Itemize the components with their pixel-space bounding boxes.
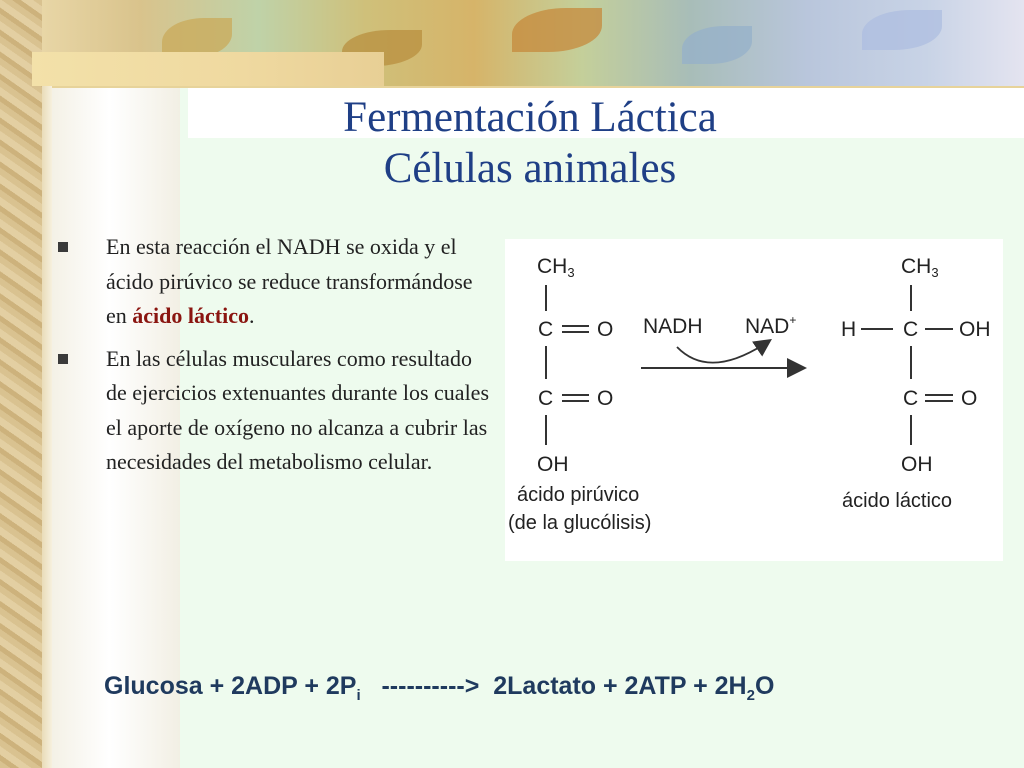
leaf-decoration [862,10,942,50]
header-accent-strip [32,52,384,86]
nad-label: NAD+ [745,313,797,338]
methyl-group: CH3 [901,255,939,280]
nadh-label: NADH [643,315,703,338]
reaction-diagram [505,239,1003,561]
square-bullet-icon [58,354,68,364]
bullet-text: En esta reacción el NADH se oxida y el ácido pirúvico se reduce transformándose en [106,234,473,328]
carbon-atom: C [538,318,554,341]
equation-products-end: O [754,672,775,700]
pyruvic-acid-label: ácido pirúvico [517,484,640,506]
oxygen-atom: O [597,387,614,410]
carbon-atom: C [903,387,919,410]
bullet-text-end: . [248,303,255,328]
hydroxyl-group: OH [537,453,569,476]
equation-products: 2Lactato + 2ATP + 2H [493,672,747,700]
cofactor-curved-arrow [677,341,769,363]
summary-equation [104,672,904,704]
bullet-item [58,342,498,480]
highlight-term: ácido láctico [132,303,249,328]
title-line-1: Fermentación Láctica [343,94,717,141]
lactic-acid-label: ácido láctico [842,490,953,512]
reaction-svg [505,239,1003,561]
leaf-decoration [682,26,752,64]
methyl-group: CH3 [537,255,575,280]
hydroxyl-group: OH [901,453,933,476]
hydroxyl-group: OH [959,318,991,341]
header-divider [52,86,1024,88]
border-shade [42,0,52,768]
leaf-decoration [512,8,602,52]
carbon-atom: C [903,318,919,341]
title-line-2: Células animales [383,145,677,192]
lactic-acid-structure [841,255,991,512]
pyruvic-acid-sublabel: (de la glucólisis) [508,512,652,534]
oxygen-atom: O [597,318,614,341]
textured-border-left [0,0,42,768]
equation-subscript: i [356,687,361,704]
pyruvic-acid-structure [508,255,651,534]
bullet-list [58,230,498,488]
bullet-text: En las células musculares como resultado de ejercicios extenuantes durante los cuales el aporte de oxígeno no alcanza a cubrir las necesidades del metabolismo celular. [106,345,490,474]
equation-reactants: Glucosa + 2ADP + 2P [104,672,357,700]
carbon-atom: C [538,387,554,410]
hydrogen-atom: H [841,318,857,341]
oxygen-atom: O [961,387,978,410]
bullet-item [58,230,498,334]
equation-subscript: 2 [746,687,755,704]
slide-title [200,92,860,194]
equation-arrow: ----------> [381,672,480,700]
square-bullet-icon [58,242,68,252]
